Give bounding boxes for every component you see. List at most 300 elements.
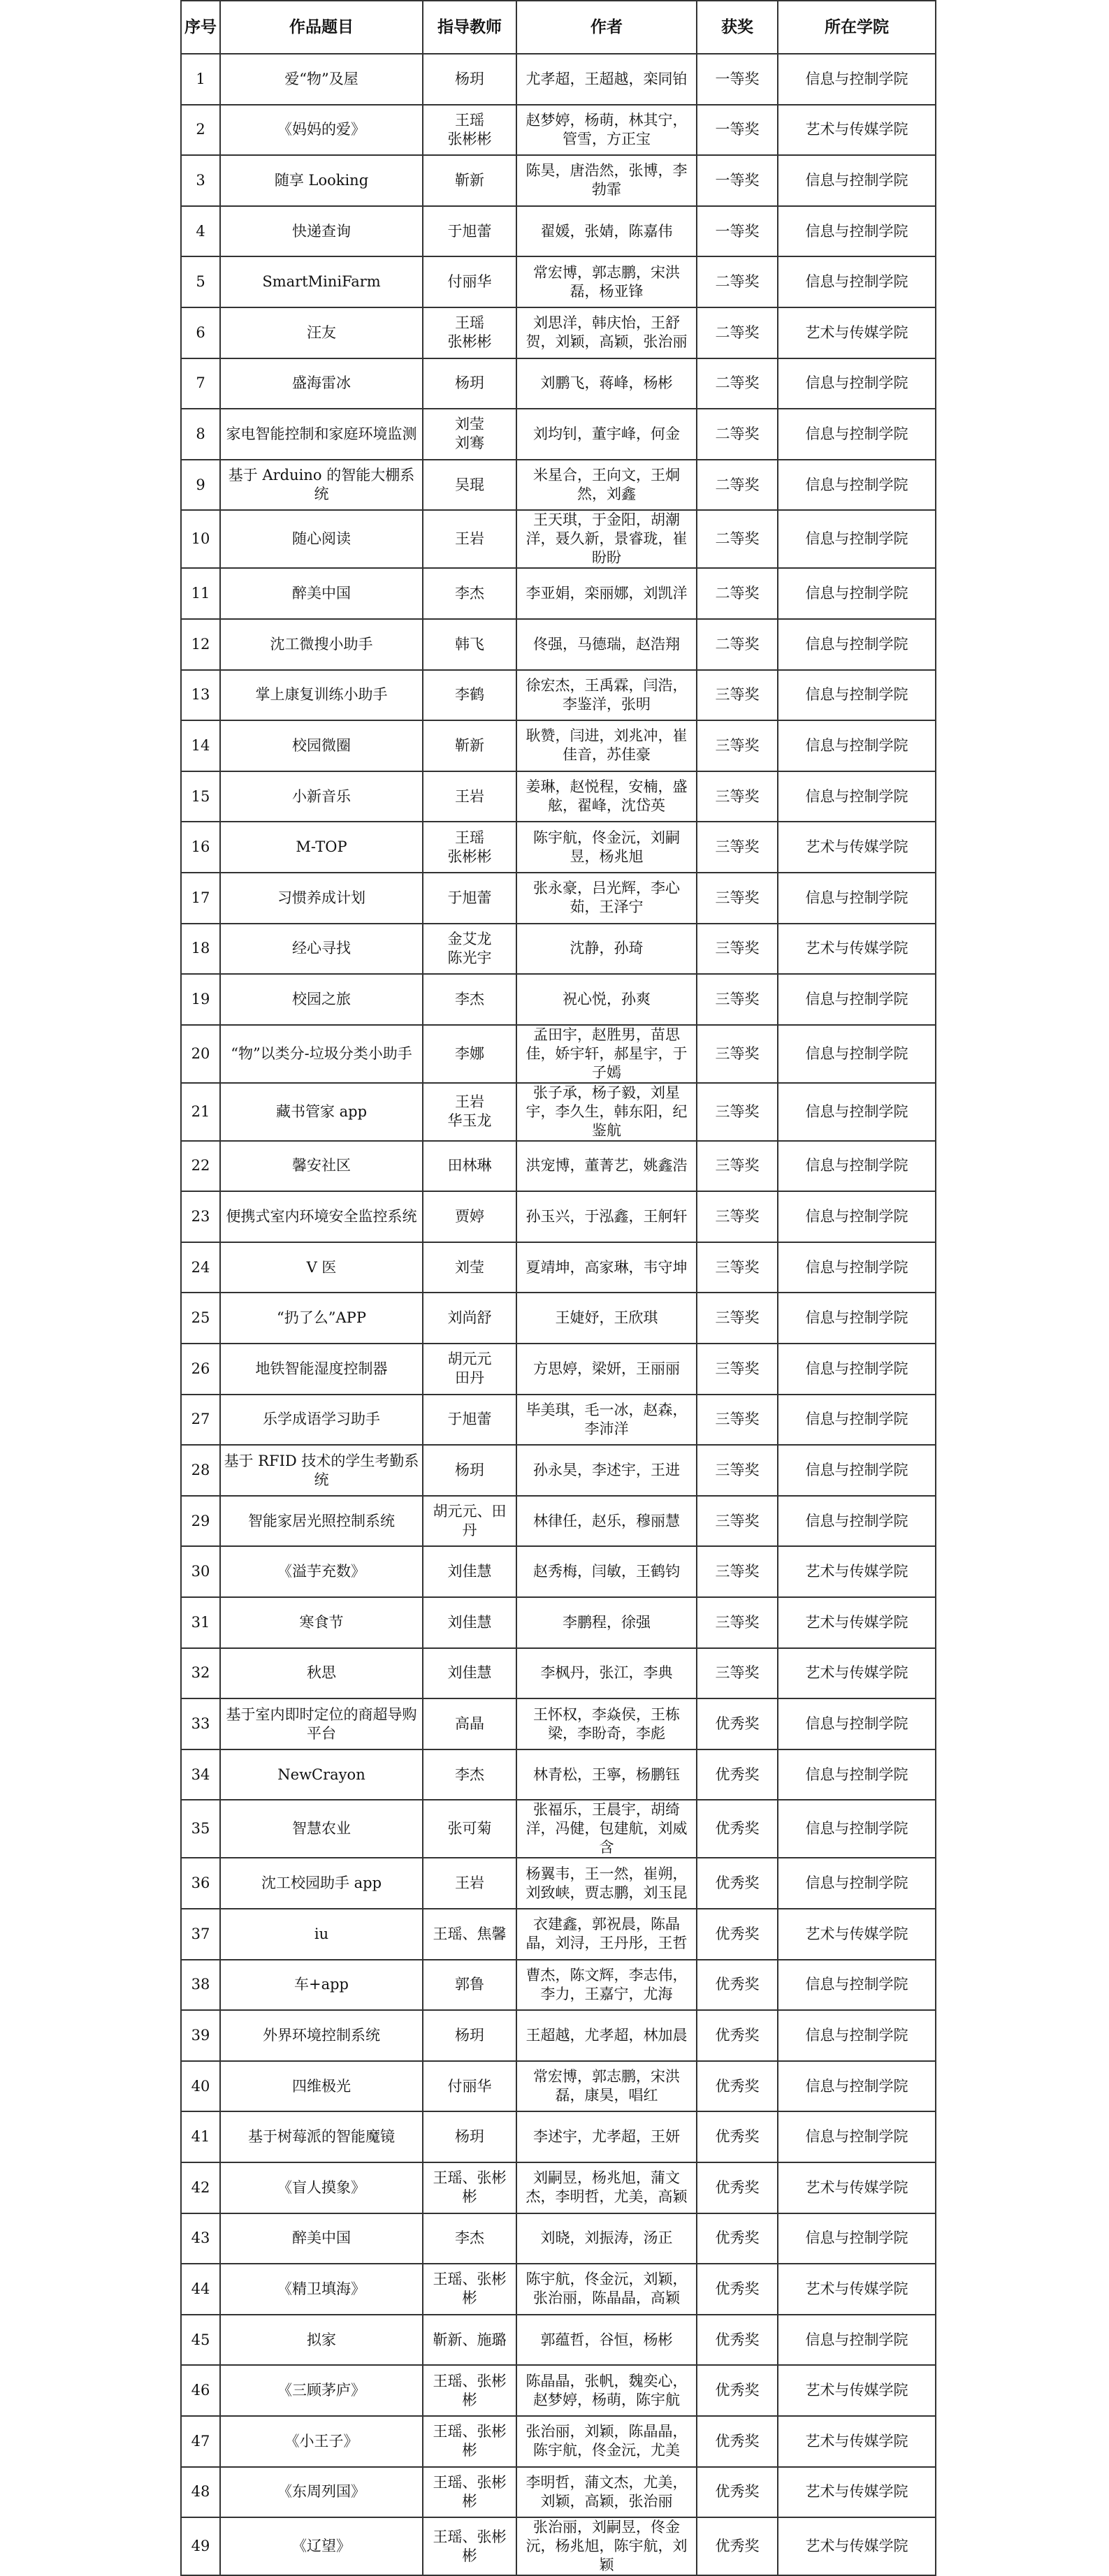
award-cell: 三等奖 (697, 1445, 778, 1496)
work-title-cell: 《盲人摸象》 (220, 2162, 423, 2213)
work-title-cell: 爱“物”及屋 (220, 54, 423, 105)
award-cell: 优秀奖 (697, 2162, 778, 2213)
award-cell: 三等奖 (697, 974, 778, 1025)
row-index-cell: 26 (181, 1344, 220, 1395)
award-cell: 二等奖 (697, 568, 778, 619)
advisor-cell: 李杰 (423, 974, 516, 1025)
row-index-cell: 2 (181, 105, 220, 156)
award-cell: 三等奖 (697, 720, 778, 771)
college-cell: 信息与控制学院 (778, 155, 936, 206)
authors-cell: 孟田宇，赵胜男，苗思佳，娇宇轩，郝星宇，于子嫣 (516, 1025, 697, 1083)
advisor-cell: 杨玥 (423, 2010, 516, 2061)
row-index-cell: 11 (181, 568, 220, 619)
work-title-cell: 基于室内即时定位的商超导购平台 (220, 1698, 423, 1749)
row-index-cell: 20 (181, 1025, 220, 1083)
table-row (181, 2365, 936, 2416)
table-row (181, 924, 936, 975)
table-row (181, 2264, 936, 2315)
row-index-cell: 40 (181, 2061, 220, 2112)
authors-cell: 刘均钊，董宇峰，何金 (516, 409, 697, 460)
advisor-cell: 靳新 (423, 720, 516, 771)
college-cell: 艺术与传媒学院 (778, 2162, 936, 2213)
row-index-cell: 16 (181, 822, 220, 873)
table-row (181, 2517, 936, 2575)
work-title-cell: 醉美中国 (220, 568, 423, 619)
advisor-cell: 吴琨 (423, 460, 516, 511)
award-cell: 三等奖 (697, 1344, 778, 1395)
work-title-cell: 地铁智能湿度控制器 (220, 1344, 423, 1395)
award-table (180, 0, 936, 2576)
authors-cell: 刘嗣昱，杨兆旭，蒲文杰，李明哲，尤美，高颖 (516, 2162, 697, 2213)
table-row (181, 2213, 936, 2264)
work-title-cell: 智慧农业 (220, 1800, 423, 1858)
row-index-cell: 43 (181, 2213, 220, 2264)
work-title-cell: 掌上康复训练小助手 (220, 670, 423, 721)
advisor-cell: 刘莹 刘骞 (423, 409, 516, 460)
award-cell: 优秀奖 (697, 1800, 778, 1858)
authors-cell: 沈静，孙琦 (516, 924, 697, 975)
advisor-cell: 郭鲁 (423, 1960, 516, 2011)
row-index-cell: 21 (181, 1083, 220, 1141)
table-row (181, 2315, 936, 2366)
table-row (181, 1858, 936, 1909)
award-cell: 优秀奖 (697, 2111, 778, 2162)
award-cell: 三等奖 (697, 873, 778, 924)
row-index-cell: 35 (181, 1800, 220, 1858)
work-title-cell: 沈工校园助手 app (220, 1858, 423, 1909)
authors-cell: 孙玉兴，于泓鑫，王舸轩 (516, 1191, 697, 1242)
advisor-cell: 刘佳慧 (423, 1546, 516, 1597)
table-row (181, 1749, 936, 1800)
row-index-cell: 39 (181, 2010, 220, 2061)
work-title-cell: 寒食节 (220, 1597, 423, 1648)
work-title-cell: 校园微圈 (220, 720, 423, 771)
advisor-cell: 张可菊 (423, 1800, 516, 1858)
authors-cell: 衣建鑫，郭祝晨，陈晶晶，刘浔，王丹彤，王哲 (516, 1909, 697, 1960)
award-cell: 三等奖 (697, 1597, 778, 1648)
award-cell: 优秀奖 (697, 1960, 778, 2011)
advisor-cell: 王岩 (423, 1858, 516, 1909)
authors-cell: 常宏博，郭志鹏，宋洪磊，杨亚锋 (516, 256, 697, 307)
work-title-cell: 拟家 (220, 2315, 423, 2366)
college-cell: 艺术与传媒学院 (778, 1546, 936, 1597)
college-cell: 艺术与传媒学院 (778, 105, 936, 156)
college-cell: 信息与控制学院 (778, 409, 936, 460)
college-cell: 信息与控制学院 (778, 1800, 936, 1858)
table-row (181, 670, 936, 721)
work-title-cell: 随享 Looking (220, 155, 423, 206)
authors-cell: 林青松，王寧，杨鹏钰 (516, 1749, 697, 1800)
row-index-cell: 17 (181, 873, 220, 924)
table-row (181, 2416, 936, 2467)
table-row (181, 873, 936, 924)
advisor-cell: 杨玥 (423, 1445, 516, 1496)
work-title-cell: 《三顾茅庐》 (220, 2365, 423, 2416)
row-index-cell: 10 (181, 510, 220, 568)
college-cell: 信息与控制学院 (778, 1698, 936, 1749)
row-index-cell: 7 (181, 358, 220, 409)
college-cell: 信息与控制学院 (778, 771, 936, 822)
work-title-cell: V 医 (220, 1242, 423, 1293)
college-cell: 信息与控制学院 (778, 2111, 936, 2162)
authors-cell: 陈宇航，佟金沅，刘嗣昱，杨兆旭 (516, 822, 697, 873)
row-index-cell: 12 (181, 619, 220, 670)
college-cell: 信息与控制学院 (778, 1344, 936, 1395)
row-index-cell: 25 (181, 1293, 220, 1344)
header-title: 作品题目 (220, 1, 423, 54)
authors-cell: 方思婷，梁妍，王丽丽 (516, 1344, 697, 1395)
row-index-cell: 5 (181, 256, 220, 307)
award-cell: 二等奖 (697, 460, 778, 511)
table-row (181, 619, 936, 670)
college-cell: 艺术与传媒学院 (778, 822, 936, 873)
college-cell: 信息与控制学院 (778, 1395, 936, 1446)
college-cell: 艺术与传媒学院 (778, 924, 936, 975)
row-index-cell: 31 (181, 1597, 220, 1648)
work-title-cell: 校园之旅 (220, 974, 423, 1025)
table-row (181, 1242, 936, 1293)
advisor-cell: 于旭蕾 (423, 1395, 516, 1446)
row-index-cell: 14 (181, 720, 220, 771)
college-cell: 信息与控制学院 (778, 1496, 936, 1547)
advisor-cell: 王瑶、张彬彬 (423, 2517, 516, 2575)
authors-cell: 徐宏杰，王禹霖，闫浩，李鉴洋，张明 (516, 670, 697, 721)
authors-cell: 李述宇，尤孝超，王妍 (516, 2111, 697, 2162)
authors-cell: 王婕妤，王欣琪 (516, 1293, 697, 1344)
authors-cell: 李枫丹，张江，李典 (516, 1648, 697, 1699)
college-cell: 信息与控制学院 (778, 1960, 936, 2011)
row-index-cell: 45 (181, 2315, 220, 2366)
row-index-cell: 48 (181, 2467, 220, 2518)
award-cell: 二等奖 (697, 358, 778, 409)
award-cell: 优秀奖 (697, 2010, 778, 2061)
college-cell: 信息与控制学院 (778, 460, 936, 511)
authors-cell: 尤孝超，王超越，栾同铂 (516, 54, 697, 105)
authors-cell: 张福乐，王晨宇，胡绮洋，冯健，包建航，刘威含 (516, 1800, 697, 1858)
award-cell: 一等奖 (697, 206, 778, 257)
row-index-cell: 22 (181, 1141, 220, 1192)
award-cell: 二等奖 (697, 510, 778, 568)
authors-cell: 夏靖坤，高家琳，韦守坤 (516, 1242, 697, 1293)
award-cell: 二等奖 (697, 307, 778, 358)
advisor-cell: 韩飞 (423, 619, 516, 670)
authors-cell: 李明哲，蒲文杰，尤美，刘颖，高颖，张治丽 (516, 2467, 697, 2518)
advisor-cell: 高晶 (423, 1698, 516, 1749)
college-cell: 艺术与传媒学院 (778, 2416, 936, 2467)
table-row (181, 105, 936, 156)
row-index-cell: 27 (181, 1395, 220, 1446)
college-cell: 信息与控制学院 (778, 873, 936, 924)
table-row (181, 1395, 936, 1446)
advisor-cell: 田林琳 (423, 1141, 516, 1192)
authors-cell: 耿赞，闫进，刘兆冲，崔佳音，苏佳豪 (516, 720, 697, 771)
row-index-cell: 3 (181, 155, 220, 206)
advisor-cell: 杨玥 (423, 2111, 516, 2162)
row-index-cell: 29 (181, 1496, 220, 1547)
authors-cell: 张子承，杨子毅，刘星宇，李久生，韩东阳，纪鉴航 (516, 1083, 697, 1141)
work-title-cell: 醉美中国 (220, 2213, 423, 2264)
advisor-cell: 王瑶、焦馨 (423, 1909, 516, 1960)
table-row (181, 1648, 936, 1699)
table-row (181, 1025, 936, 1083)
authors-cell: 郭蕴哲，谷恒，杨彬 (516, 2315, 697, 2366)
college-cell: 信息与控制学院 (778, 974, 936, 1025)
authors-cell: 陈昊，唐浩然，张博，李勃霏 (516, 155, 697, 206)
award-cell: 三等奖 (697, 1395, 778, 1446)
row-index-cell: 41 (181, 2111, 220, 2162)
award-cell: 一等奖 (697, 54, 778, 105)
work-title-cell: 习惯养成计划 (220, 873, 423, 924)
table-row (181, 1800, 936, 1858)
award-cell: 三等奖 (697, 771, 778, 822)
row-index-cell: 4 (181, 206, 220, 257)
table-row (181, 409, 936, 460)
college-cell: 信息与控制学院 (778, 2061, 936, 2112)
work-title-cell: 基于 Arduino 的智能大棚系统 (220, 460, 423, 511)
advisor-cell: 付丽华 (423, 2061, 516, 2112)
college-cell: 信息与控制学院 (778, 1083, 936, 1141)
row-index-cell: 13 (181, 670, 220, 721)
award-cell: 三等奖 (697, 670, 778, 721)
table-row (181, 256, 936, 307)
table-row (181, 510, 936, 568)
row-index-cell: 28 (181, 1445, 220, 1496)
advisor-cell: 胡元元、田丹 (423, 1496, 516, 1547)
authors-cell: 佟强，马德瑞，赵浩翔 (516, 619, 697, 670)
advisor-cell: 于旭蕾 (423, 206, 516, 257)
authors-cell: 曹杰，陈文辉，李志伟，李力，王嘉宁，尤海 (516, 1960, 697, 2011)
table-row (181, 1496, 936, 1547)
authors-cell: 张治丽，刘颖，陈晶晶，陈宇航，佟金沅，尤美 (516, 2416, 697, 2467)
row-index-cell: 30 (181, 1546, 220, 1597)
award-cell: 优秀奖 (697, 1749, 778, 1800)
college-cell: 艺术与传媒学院 (778, 1648, 936, 1699)
table-row (181, 1344, 936, 1395)
authors-cell: 赵秀梅，闫敏，王鹤钧 (516, 1546, 697, 1597)
row-index-cell: 8 (181, 409, 220, 460)
award-cell: 一等奖 (697, 105, 778, 156)
award-cell: 优秀奖 (697, 2264, 778, 2315)
work-title-cell: M-TOP (220, 822, 423, 873)
table-row (181, 1597, 936, 1648)
advisor-cell: 靳新、施璐 (423, 2315, 516, 2366)
row-index-cell: 42 (181, 2162, 220, 2213)
table-row (181, 358, 936, 409)
header-award: 获奖 (697, 1, 778, 54)
work-title-cell: “扔了么”APP (220, 1293, 423, 1344)
row-index-cell: 38 (181, 1960, 220, 2011)
header-row (181, 1, 936, 54)
row-index-cell: 23 (181, 1191, 220, 1242)
row-index-cell: 47 (181, 2416, 220, 2467)
advisor-cell: 王岩 华玉龙 (423, 1083, 516, 1141)
table-row (181, 1083, 936, 1141)
table-row (181, 155, 936, 206)
advisor-cell: 王瑶、张彬彬 (423, 2416, 516, 2467)
work-title-cell: 快递查询 (220, 206, 423, 257)
work-title-cell: 《东周列国》 (220, 2467, 423, 2518)
authors-cell: 姜琳，赵悦程，安楠，盛舷，翟峰，沈岱英 (516, 771, 697, 822)
row-index-cell: 49 (181, 2517, 220, 2575)
work-title-cell: 《小王子》 (220, 2416, 423, 2467)
row-index-cell: 36 (181, 1858, 220, 1909)
table-row (181, 2467, 936, 2518)
award-cell: 一等奖 (697, 155, 778, 206)
award-cell: 二等奖 (697, 619, 778, 670)
award-cell: 三等奖 (697, 1083, 778, 1141)
college-cell: 信息与控制学院 (778, 568, 936, 619)
award-cell: 三等奖 (697, 924, 778, 975)
work-title-cell: 馨安社区 (220, 1141, 423, 1192)
authors-cell: 刘鹏飞，蒋峰，杨彬 (516, 358, 697, 409)
work-title-cell: 盛海雷冰 (220, 358, 423, 409)
work-title-cell: 随心阅读 (220, 510, 423, 568)
header-teacher: 指导教师 (423, 1, 516, 54)
work-title-cell: 外界环境控制系统 (220, 2010, 423, 2061)
row-index-cell: 15 (181, 771, 220, 822)
college-cell: 信息与控制学院 (778, 1445, 936, 1496)
table-row (181, 2061, 936, 2112)
row-index-cell: 1 (181, 54, 220, 105)
table-row (181, 974, 936, 1025)
advisor-cell: 刘莹 (423, 1242, 516, 1293)
work-title-cell: 藏书管家 app (220, 1083, 423, 1141)
authors-cell: 赵梦婷，杨萌，林其宁，管雪，方正宝 (516, 105, 697, 156)
advisor-cell: 胡元元 田丹 (423, 1344, 516, 1395)
advisor-cell: 刘佳慧 (423, 1648, 516, 1699)
row-index-cell: 44 (181, 2264, 220, 2315)
authors-cell: 张治丽，刘嗣昱，佟金沅，杨兆旭，陈宇航，刘颖 (516, 2517, 697, 2575)
college-cell: 信息与控制学院 (778, 1749, 936, 1800)
work-title-cell: SmartMiniFarm (220, 256, 423, 307)
table-row (181, 1141, 936, 1192)
college-cell: 信息与控制学院 (778, 54, 936, 105)
table-row (181, 54, 936, 105)
advisor-cell: 于旭蕾 (423, 873, 516, 924)
row-index-cell: 18 (181, 924, 220, 975)
college-cell: 信息与控制学院 (778, 2010, 936, 2061)
college-cell: 信息与控制学院 (778, 2213, 936, 2264)
advisor-cell: 王瑶 张彬彬 (423, 307, 516, 358)
award-cell: 优秀奖 (697, 2365, 778, 2416)
table-row (181, 460, 936, 511)
header-index: 序号 (181, 1, 220, 54)
table-row (181, 1445, 936, 1496)
table-body (181, 54, 936, 2575)
college-cell: 艺术与传媒学院 (778, 1909, 936, 1960)
advisor-cell: 靳新 (423, 155, 516, 206)
advisor-cell: 王瑶 张彬彬 (423, 105, 516, 156)
authors-cell: 孙永昊，李述宇，王进 (516, 1445, 697, 1496)
authors-cell: 林律任，赵乐，穆丽慧 (516, 1496, 697, 1547)
award-cell: 优秀奖 (697, 2315, 778, 2366)
award-cell: 优秀奖 (697, 2213, 778, 2264)
authors-cell: 洪宠博，董菁艺，姚鑫浩 (516, 1141, 697, 1192)
table-row (181, 1191, 936, 1242)
work-title-cell: 秋思 (220, 1648, 423, 1699)
table-row (181, 2111, 936, 2162)
advisor-cell: 李娜 (423, 1025, 516, 1083)
work-title-cell: 沈工微搜小助手 (220, 619, 423, 670)
college-cell: 信息与控制学院 (778, 358, 936, 409)
work-title-cell: 乐学成语学习助手 (220, 1395, 423, 1446)
college-cell: 艺术与传媒学院 (778, 2264, 936, 2315)
table-row (181, 307, 936, 358)
row-index-cell: 34 (181, 1749, 220, 1800)
advisor-cell: 李杰 (423, 2213, 516, 2264)
college-cell: 信息与控制学院 (778, 1025, 936, 1083)
award-cell: 三等奖 (697, 1293, 778, 1344)
authors-cell: 毕美琪，毛一冰，赵森，李沛洋 (516, 1395, 697, 1446)
award-cell: 三等奖 (697, 1141, 778, 1192)
advisor-cell: 李杰 (423, 568, 516, 619)
advisor-cell: 王岩 (423, 771, 516, 822)
award-cell: 优秀奖 (697, 2061, 778, 2112)
college-cell: 艺术与传媒学院 (778, 2365, 936, 2416)
advisor-cell: 付丽华 (423, 256, 516, 307)
college-cell: 艺术与传媒学院 (778, 1597, 936, 1648)
award-cell: 优秀奖 (697, 2467, 778, 2518)
award-cell: 优秀奖 (697, 1909, 778, 1960)
award-cell: 三等奖 (697, 1496, 778, 1547)
row-index-cell: 24 (181, 1242, 220, 1293)
advisor-cell: 王瑶、张彬彬 (423, 2467, 516, 2518)
award-cell: 三等奖 (697, 1242, 778, 1293)
row-index-cell: 19 (181, 974, 220, 1025)
award-cell: 二等奖 (697, 409, 778, 460)
college-cell: 信息与控制学院 (778, 1858, 936, 1909)
college-cell: 信息与控制学院 (778, 1191, 936, 1242)
award-cell: 三等奖 (697, 1546, 778, 1597)
college-cell: 信息与控制学院 (778, 206, 936, 257)
row-index-cell: 32 (181, 1648, 220, 1699)
table-row (181, 1293, 936, 1344)
table-row (181, 2162, 936, 2213)
advisor-cell: 刘佳慧 (423, 1597, 516, 1648)
authors-cell: 张永豪，吕光辉，李心茹，王泽宁 (516, 873, 697, 924)
row-index-cell: 9 (181, 460, 220, 511)
work-title-cell: NewCrayon (220, 1749, 423, 1800)
table-row (181, 822, 936, 873)
work-title-cell: “物”以类分-垃圾分类小助手 (220, 1025, 423, 1083)
award-cell: 三等奖 (697, 1648, 778, 1699)
row-index-cell: 33 (181, 1698, 220, 1749)
authors-cell: 祝心悦，孙爽 (516, 974, 697, 1025)
college-cell: 艺术与传媒学院 (778, 2467, 936, 2518)
award-cell: 优秀奖 (697, 2517, 778, 2575)
advisor-cell: 杨玥 (423, 54, 516, 105)
authors-cell: 陈晶晶，张帆，魏奕心，赵梦婷，杨萌，陈宇航 (516, 2365, 697, 2416)
college-cell: 信息与控制学院 (778, 1141, 936, 1192)
work-title-cell: 《溢芋充数》 (220, 1546, 423, 1597)
authors-cell: 刘晓，刘振涛，汤正 (516, 2213, 697, 2264)
work-title-cell: 《辽望》 (220, 2517, 423, 2575)
work-title-cell: 经心寻找 (220, 924, 423, 975)
advisor-cell: 李鹤 (423, 670, 516, 721)
authors-cell: 杨翼韦，王一然，崔朔，刘致峡，贾志鹏，刘玉昆 (516, 1858, 697, 1909)
table-row (181, 206, 936, 257)
college-cell: 信息与控制学院 (778, 256, 936, 307)
row-index-cell: 37 (181, 1909, 220, 1960)
table-row (181, 1909, 936, 1960)
advisor-cell: 王瑶、张彬彬 (423, 2162, 516, 2213)
work-title-cell: 基于树莓派的智能魔镜 (220, 2111, 423, 2162)
advisor-cell: 王瑶、张彬彬 (423, 2365, 516, 2416)
advisor-cell: 王瑶 张彬彬 (423, 822, 516, 873)
work-title-cell: iu (220, 1909, 423, 1960)
table-row (181, 1960, 936, 2011)
work-title-cell: 车+app (220, 1960, 423, 2011)
